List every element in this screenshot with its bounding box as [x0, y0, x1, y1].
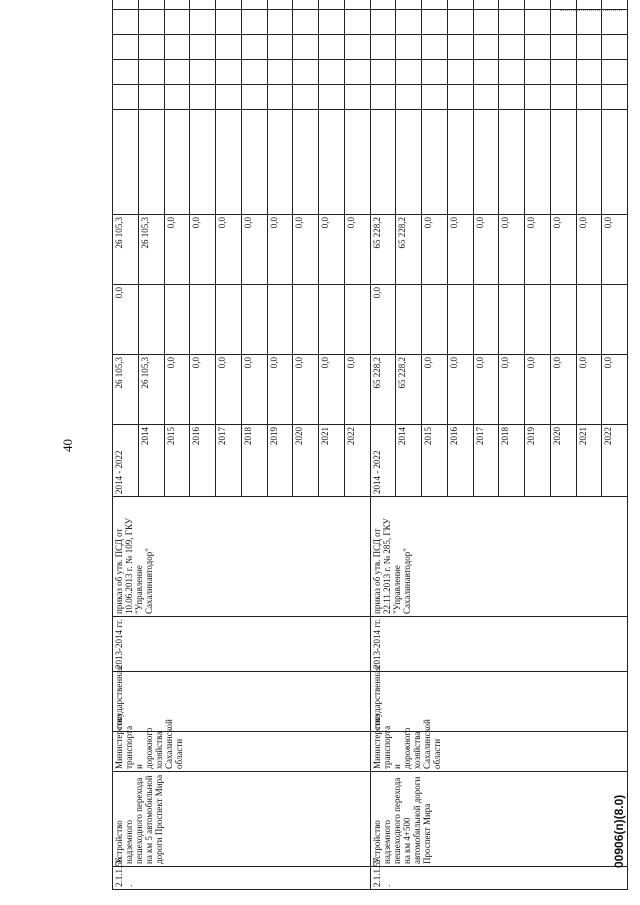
- reg-amount-cell: 0,0: [473, 215, 499, 285]
- reg-amount-cell: 0,0: [241, 215, 267, 285]
- year-cell: 2017: [473, 425, 499, 497]
- empty-cell: [190, 0, 216, 10]
- empty-cell: [319, 110, 345, 215]
- empty-cell: [344, 85, 370, 110]
- empty-cell: [525, 110, 551, 215]
- table-row: [113, 0, 139, 890]
- document-code: 00906(п)(8.0): [612, 794, 626, 868]
- year-cell: 2022: [344, 425, 370, 497]
- empty-cell: [499, 85, 525, 110]
- empty-cell: [267, 110, 293, 215]
- empty-cell: [447, 0, 473, 10]
- empty-cell: [370, 85, 396, 110]
- empty-cell: [293, 60, 319, 85]
- reg-amount-cell: 65 228,2: [396, 215, 422, 285]
- empty-cell: [293, 0, 319, 10]
- reg-amount-cell: 0,0: [550, 215, 576, 285]
- empty-cell: [602, 10, 628, 35]
- empty-cell: [422, 60, 448, 85]
- empty-cell: [576, 85, 602, 110]
- year-cell: 2014: [396, 425, 422, 497]
- reg-amount-cell: 0,0: [319, 215, 345, 285]
- reg-amount-cell: 0,0: [293, 215, 319, 285]
- empty-cell: [241, 60, 267, 85]
- authority-cell: Министерство транспорта и дорожного хозяйства Сахалинской области: [370, 732, 628, 772]
- empty-cell: [241, 10, 267, 35]
- empty-cell: [164, 35, 190, 60]
- empty-cell: [267, 60, 293, 85]
- reg-amount-cell: 0,0: [190, 215, 216, 285]
- empty-cell: [319, 10, 345, 35]
- empty-cell: [344, 60, 370, 85]
- reg-amount-cell: 0,0: [525, 215, 551, 285]
- document-cell: приказ об утв. ПСД от 22.11.2013 г. № 285, ГКУ "Управление Сахалинавтодор": [370, 497, 628, 617]
- empty-cell: [190, 85, 216, 110]
- empty-cell: [370, 10, 396, 35]
- reg-amount-cell: 0,0: [422, 215, 448, 285]
- empty-cell: [396, 0, 422, 10]
- total-amount-cell: 0,0: [344, 355, 370, 425]
- year-cell: 2020: [550, 425, 576, 497]
- empty-cell: [216, 60, 242, 85]
- total-amount-cell: 0,0: [319, 355, 345, 425]
- empty-cell: [216, 85, 242, 110]
- empty-cell: [113, 35, 139, 60]
- fed-amount-cell: [473, 285, 499, 355]
- empty-cell: [241, 85, 267, 110]
- empty-cell: [138, 0, 164, 10]
- empty-cell: [525, 85, 551, 110]
- empty-cell: [422, 85, 448, 110]
- empty-cell: [190, 110, 216, 215]
- empty-cell: [138, 85, 164, 110]
- empty-cell: [267, 0, 293, 10]
- empty-cell: [447, 85, 473, 110]
- empty-cell: [216, 110, 242, 215]
- document-cell: приказ об утв. ПСД от 10.06.2013 г. № 109, ГКУ "Управление Сахалинавтодор": [113, 497, 371, 617]
- year-cell: 2016: [447, 425, 473, 497]
- total-amount-cell: 0,0: [422, 355, 448, 425]
- fed-amount-cell: [576, 285, 602, 355]
- total-amount-cell: 0,0: [190, 355, 216, 425]
- year-cell: 2022: [602, 425, 628, 497]
- empty-cell: [319, 0, 345, 10]
- empty-cell: [319, 35, 345, 60]
- reg-amount-cell: 0,0: [499, 215, 525, 285]
- empty-cell: [293, 85, 319, 110]
- total-amount-cell: 0,0: [241, 355, 267, 425]
- empty-cell: [525, 10, 551, 35]
- empty-cell: [216, 0, 242, 10]
- empty-cell: [473, 85, 499, 110]
- empty-cell: [138, 60, 164, 85]
- empty-cell: [473, 0, 499, 10]
- empty-cell: [138, 110, 164, 215]
- reg-amount-cell: 0,0: [216, 215, 242, 285]
- reg-amount-cell: 0,0: [447, 215, 473, 285]
- empty-cell: [602, 60, 628, 85]
- reg-amount-cell: 0,0: [164, 215, 190, 285]
- empty-cell: [550, 110, 576, 215]
- empty-cell: [525, 60, 551, 85]
- year-cell: 2014 - 2022: [113, 425, 139, 497]
- empty-cell: [422, 110, 448, 215]
- empty-cell: [576, 35, 602, 60]
- object-name-cell: Устройство надземного пешеходного перехода на км 4+500 автомобильной дороги Проспект Мира: [370, 772, 628, 867]
- total-amount-cell: 0,0: [164, 355, 190, 425]
- empty-cell: [447, 10, 473, 35]
- table-body: [113, 0, 628, 890]
- reg-amount-cell: 26 105,3: [113, 215, 139, 285]
- year-cell: 2020: [293, 425, 319, 497]
- total-amount-cell: 0,0: [447, 355, 473, 425]
- year-cell: 2015: [422, 425, 448, 497]
- empty-cell: [473, 10, 499, 35]
- ownership-cell: государственная: [370, 672, 628, 732]
- empty-cell: [216, 10, 242, 35]
- empty-cell: [525, 35, 551, 60]
- row-number-cell: 2.1.1.57 .: [370, 867, 628, 890]
- empty-cell: [550, 85, 576, 110]
- empty-cell: [576, 10, 602, 35]
- fed-amount-cell: [319, 285, 345, 355]
- empty-cell: [344, 35, 370, 60]
- total-amount-cell: 65 228,2: [370, 355, 396, 425]
- empty-cell: [241, 35, 267, 60]
- year-cell: 2021: [319, 425, 345, 497]
- fed-amount-cell: [241, 285, 267, 355]
- empty-cell: [113, 110, 139, 215]
- table-row: [370, 0, 396, 890]
- empty-cell: [447, 35, 473, 60]
- empty-cell: [396, 10, 422, 35]
- object-name-cell: Устройство надземного пешеходного перехода на км 5 автомобильной дороги Проспект Мира: [113, 772, 371, 867]
- authority-cell: Министерство транспорта и дорожного хозяйства Сахалинской области: [113, 732, 371, 772]
- total-amount-cell: 0,0: [216, 355, 242, 425]
- total-amount-cell: 0,0: [473, 355, 499, 425]
- fed-amount-cell: 0,0: [370, 285, 396, 355]
- empty-cell: [602, 85, 628, 110]
- reg-amount-cell: 0,0: [576, 215, 602, 285]
- empty-cell: [267, 85, 293, 110]
- period-cell: 2013-2014 гг.: [113, 617, 371, 672]
- empty-cell: [447, 110, 473, 215]
- fed-amount-cell: [293, 285, 319, 355]
- empty-cell: [216, 35, 242, 60]
- empty-cell: [370, 110, 396, 215]
- empty-cell: [344, 110, 370, 215]
- empty-cell: [422, 35, 448, 60]
- empty-cell: [550, 35, 576, 60]
- total-amount-cell: 26 105,3: [113, 355, 139, 425]
- reg-amount-cell: 0,0: [344, 215, 370, 285]
- fed-amount-cell: [422, 285, 448, 355]
- empty-cell: [473, 35, 499, 60]
- year-cell: 2019: [525, 425, 551, 497]
- total-amount-cell: 65 228,2: [396, 355, 422, 425]
- empty-cell: [550, 10, 576, 35]
- empty-cell: [499, 35, 525, 60]
- empty-cell: [473, 110, 499, 215]
- empty-cell: [422, 10, 448, 35]
- total-amount-cell: 0,0: [576, 355, 602, 425]
- fed-amount-cell: 0,0: [113, 285, 139, 355]
- empty-cell: [344, 10, 370, 35]
- empty-cell: [370, 60, 396, 85]
- empty-cell: [190, 10, 216, 35]
- fed-amount-cell: [267, 285, 293, 355]
- empty-cell: [396, 110, 422, 215]
- empty-cell: [499, 0, 525, 10]
- page-number: 40: [60, 439, 75, 452]
- empty-cell: [267, 35, 293, 60]
- empty-cell: [550, 0, 576, 10]
- fed-amount-cell: [164, 285, 190, 355]
- empty-cell: [319, 60, 345, 85]
- empty-cell: [164, 0, 190, 10]
- empty-cell: [113, 85, 139, 110]
- year-cell: 2016: [190, 425, 216, 497]
- year-cell: 2014: [138, 425, 164, 497]
- total-amount-cell: 0,0: [550, 355, 576, 425]
- empty-cell: [499, 110, 525, 215]
- empty-cell: [370, 0, 396, 10]
- year-cell: 2014 - 2022: [370, 425, 396, 497]
- empty-cell: [396, 85, 422, 110]
- empty-cell: [241, 110, 267, 215]
- row-number-cell: 2.1.1.56 .: [113, 867, 371, 890]
- empty-cell: [293, 110, 319, 215]
- empty-cell: [576, 0, 602, 10]
- empty-cell: [550, 60, 576, 85]
- empty-cell: [190, 60, 216, 85]
- year-cell: 2018: [499, 425, 525, 497]
- year-cell: 2017: [216, 425, 242, 497]
- empty-cell: [370, 35, 396, 60]
- total-amount-cell: 0,0: [267, 355, 293, 425]
- fed-amount-cell: [396, 285, 422, 355]
- fed-amount-cell: [216, 285, 242, 355]
- empty-cell: [499, 60, 525, 85]
- empty-cell: [164, 85, 190, 110]
- empty-cell: [164, 10, 190, 35]
- empty-cell: [576, 60, 602, 85]
- empty-cell: [602, 0, 628, 10]
- empty-cell: [422, 0, 448, 10]
- year-cell: 2018: [241, 425, 267, 497]
- empty-cell: [113, 10, 139, 35]
- fed-amount-cell: [525, 285, 551, 355]
- empty-cell: [164, 60, 190, 85]
- empty-cell: [138, 35, 164, 60]
- empty-cell: [113, 60, 139, 85]
- empty-cell: [319, 85, 345, 110]
- empty-cell: [576, 110, 602, 215]
- empty-cell: [190, 35, 216, 60]
- fed-amount-cell: [344, 285, 370, 355]
- total-amount-cell: 0,0: [293, 355, 319, 425]
- document-table-rotated: [112, 110, 628, 890]
- empty-cell: [602, 35, 628, 60]
- empty-cell: [473, 60, 499, 85]
- empty-cell: [396, 60, 422, 85]
- empty-cell: [293, 35, 319, 60]
- empty-cell: [138, 10, 164, 35]
- fed-amount-cell: [499, 285, 525, 355]
- ownership-cell: государственная: [113, 672, 371, 732]
- fed-amount-cell: [138, 285, 164, 355]
- year-cell: 2021: [576, 425, 602, 497]
- total-amount-cell: 0,0: [499, 355, 525, 425]
- reg-amount-cell: 0,0: [602, 215, 628, 285]
- fed-amount-cell: [447, 285, 473, 355]
- empty-cell: [344, 0, 370, 10]
- empty-cell: [113, 0, 139, 10]
- fed-amount-cell: [190, 285, 216, 355]
- reg-amount-cell: 65 228,2: [370, 215, 396, 285]
- total-amount-cell: 0,0: [602, 355, 628, 425]
- fed-amount-cell: [550, 285, 576, 355]
- reg-amount-cell: 0,0: [267, 215, 293, 285]
- total-amount-cell: 26 105,3: [138, 355, 164, 425]
- investment-table: [112, 0, 628, 890]
- empty-cell: [447, 60, 473, 85]
- empty-cell: [499, 10, 525, 35]
- empty-cell: [293, 10, 319, 35]
- empty-cell: [164, 110, 190, 215]
- total-amount-cell: 0,0: [525, 355, 551, 425]
- reg-amount-cell: 26 105,3: [138, 215, 164, 285]
- empty-cell: [525, 0, 551, 10]
- empty-cell: [241, 0, 267, 10]
- fed-amount-cell: [602, 285, 628, 355]
- year-cell: 2019: [267, 425, 293, 497]
- year-cell: 2015: [164, 425, 190, 497]
- empty-cell: [267, 10, 293, 35]
- empty-cell: [396, 35, 422, 60]
- empty-cell: [602, 110, 628, 215]
- period-cell: 2013-2014 гг.: [370, 617, 628, 672]
